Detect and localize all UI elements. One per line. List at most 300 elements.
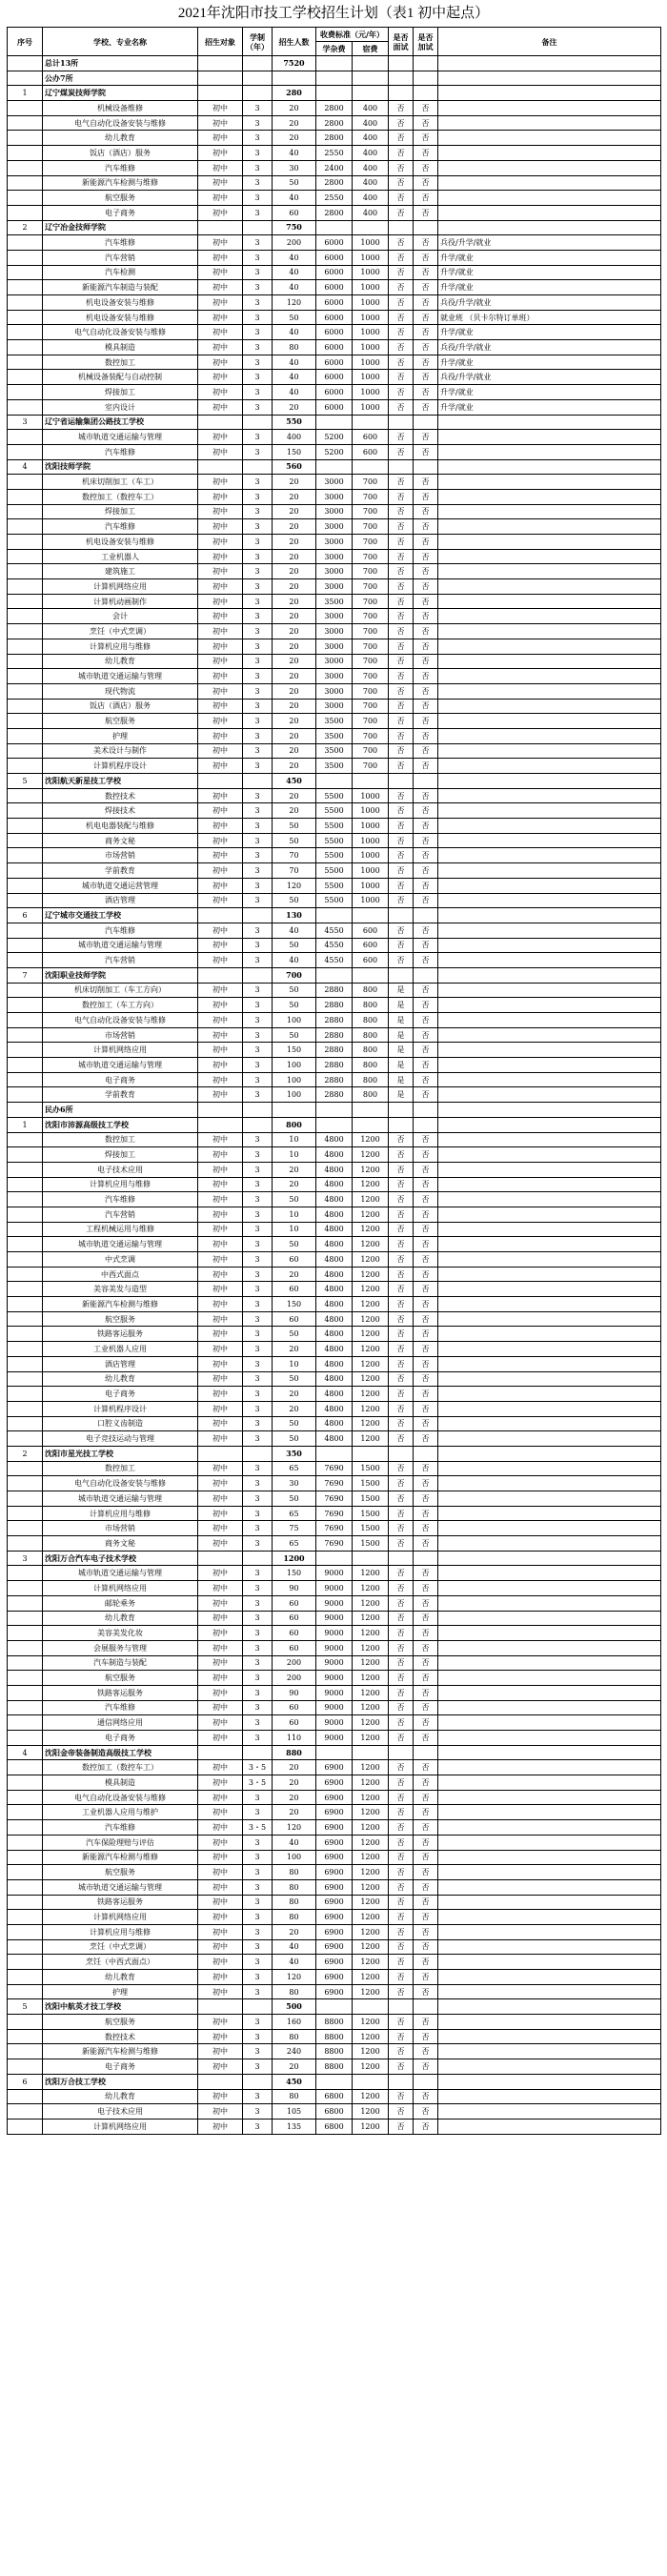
cell-no <box>8 819 43 834</box>
cell-count: 50 <box>273 1416 316 1431</box>
cell-no <box>8 743 43 759</box>
cell-no <box>8 1476 43 1491</box>
cell-name: 沈阳航天新星技工学校 <box>43 774 198 789</box>
cell-no <box>8 205 43 220</box>
cell-fee-lodging: 700 <box>353 759 389 774</box>
cell-no <box>8 1879 43 1895</box>
cell-target: 初中 <box>198 101 243 116</box>
cell-fee-lodging: 1500 <box>353 1521 389 1536</box>
cell-remark: 升学/就业 <box>438 385 661 400</box>
cell-exam: 否 <box>414 683 438 699</box>
table-row <box>8 430 661 445</box>
table-row <box>8 1820 661 1836</box>
cell-remark <box>438 220 661 235</box>
cell-remark <box>438 71 661 86</box>
cell-years: 3 <box>243 1939 273 1955</box>
cell-name: 沈阳技师学院 <box>43 459 198 475</box>
cell-interview <box>389 459 414 475</box>
cell-years: 3 <box>243 310 273 325</box>
cell-remark <box>438 1551 661 1566</box>
cell-interview: 是 <box>389 998 414 1013</box>
cell-count: 40 <box>273 265 316 280</box>
table-row <box>8 146 661 161</box>
cell-fee-lodging: 1200 <box>353 2015 389 2030</box>
cell-interview: 否 <box>389 1970 414 1985</box>
cell-years: 3 <box>243 728 273 743</box>
cell-fee-tuition: 4800 <box>316 1207 353 1222</box>
cell-interview: 否 <box>389 609 414 624</box>
cell-target: 初中 <box>198 175 243 191</box>
cell-name: 工业机器人应用 <box>43 1342 198 1357</box>
header-years: 学制（年） <box>243 28 273 56</box>
table-row <box>8 1461 661 1476</box>
cell-name: 电子竞技运动与管理 <box>43 1431 198 1447</box>
cell-fee-tuition: 4800 <box>316 1401 353 1416</box>
cell-fee-lodging: 700 <box>353 624 389 639</box>
cell-interview: 否 <box>389 1342 414 1357</box>
cell-fee-tuition: 6000 <box>316 340 353 355</box>
cell-count: 80 <box>273 1895 316 1910</box>
cell-count: 65 <box>273 1461 316 1476</box>
cell-remark <box>438 1461 661 1476</box>
header-interview: 是否面试 <box>389 28 414 56</box>
cell-remark <box>438 2059 661 2075</box>
cell-no <box>8 1685 43 1700</box>
cell-interview: 否 <box>389 1431 414 1447</box>
cell-target: 初中 <box>198 938 243 953</box>
cell-years: 3 <box>243 639 273 654</box>
cell-no <box>8 1939 43 1955</box>
table-row <box>8 1237 661 1252</box>
cell-exam: 否 <box>414 654 438 669</box>
cell-name: 汽车保险理赔与评估 <box>43 1835 198 1850</box>
cell-interview: 否 <box>389 1356 414 1371</box>
cell-fee-lodging <box>353 56 389 71</box>
cell-name: 电气自动化设备安装与维修 <box>43 1476 198 1491</box>
cell-fee-lodging: 400 <box>353 191 389 206</box>
cell-interview: 否 <box>389 1955 414 1970</box>
cell-exam: 否 <box>414 1342 438 1357</box>
header-exam: 是否加试 <box>414 28 438 56</box>
cell-exam: 否 <box>414 475 438 490</box>
cell-target: 初中 <box>198 1566 243 1581</box>
cell-fee-tuition: 4800 <box>316 1147 353 1163</box>
cell-interview: 否 <box>389 579 414 595</box>
cell-no <box>8 863 43 879</box>
cell-name: 电子商务 <box>43 2059 198 2075</box>
cell-name: 新能源汽车检测与维修 <box>43 1297 198 1312</box>
cell-years <box>243 774 273 789</box>
cell-years: 3 <box>243 1207 273 1222</box>
cell-exam: 否 <box>414 1865 438 1880</box>
cell-fee-tuition: 9000 <box>316 1731 353 1746</box>
cell-name: 电子技术应用 <box>43 1162 198 1177</box>
table-row <box>8 115 661 131</box>
cell-fee-tuition: 4800 <box>316 1222 353 1237</box>
cell-fee-lodging: 1000 <box>353 340 389 355</box>
header-major: 学校、专业名称 <box>43 28 198 56</box>
school-row <box>8 774 661 789</box>
cell-fee-lodging: 1000 <box>353 295 389 311</box>
cell-fee-tuition: 4800 <box>316 1237 353 1252</box>
cell-name: 铁路客运服务 <box>43 1895 198 1910</box>
cell-interview: 否 <box>389 953 414 968</box>
table-row <box>8 1715 661 1731</box>
cell-interview: 否 <box>389 504 414 519</box>
cell-exam: 否 <box>414 191 438 206</box>
cell-exam: 否 <box>414 1879 438 1895</box>
cell-name: 中西式面点 <box>43 1267 198 1282</box>
cell-fee-lodging: 1200 <box>353 1879 389 1895</box>
table-row <box>8 609 661 624</box>
cell-remark <box>438 1999 661 2015</box>
cell-name: 饭店（酒店）服务 <box>43 699 198 714</box>
cell-target: 初中 <box>198 1162 243 1177</box>
cell-target: 初中 <box>198 803 243 819</box>
cell-target: 初中 <box>198 1865 243 1880</box>
cell-no <box>8 475 43 490</box>
cell-name: 辽宁煤炭技师学院 <box>43 86 198 101</box>
cell-fee-lodging: 1200 <box>353 1984 389 1999</box>
cell-years: 3 <box>243 101 273 116</box>
table-row <box>8 519 661 535</box>
cell-fee-tuition: 4800 <box>316 1416 353 1431</box>
cell-remark <box>438 56 661 71</box>
table-row <box>8 1626 661 1641</box>
cell-interview: 否 <box>389 833 414 848</box>
cell-interview: 否 <box>389 535 414 550</box>
cell-exam: 否 <box>414 1087 438 1103</box>
cell-name: 酒店管理 <box>43 893 198 908</box>
cell-fee-lodging: 700 <box>353 549 389 564</box>
cell-fee-tuition: 6000 <box>316 235 353 251</box>
cell-fee-tuition: 9000 <box>316 1640 353 1655</box>
cell-years: 3 <box>243 863 273 879</box>
cell-count: 40 <box>273 923 316 938</box>
cell-no <box>8 1371 43 1387</box>
cell-fee-lodging: 1000 <box>353 250 389 265</box>
cell-years: 3 <box>243 489 273 504</box>
cell-exam: 否 <box>414 2119 438 2134</box>
table-row <box>8 1671 661 1686</box>
cell-fee-lodging: 1200 <box>353 1835 389 1850</box>
table-row <box>8 2089 661 2104</box>
table-row <box>8 295 661 311</box>
cell-fee-lodging <box>353 1551 389 1566</box>
cell-name: 数控加工 <box>43 355 198 370</box>
cell-target: 初中 <box>198 639 243 654</box>
cell-interview <box>389 1999 414 2015</box>
cell-fee-tuition <box>316 220 353 235</box>
cell-remark <box>438 967 661 983</box>
table-row <box>8 1132 661 1147</box>
cell-name: 幼儿教育 <box>43 1371 198 1387</box>
cell-target: 初中 <box>198 370 243 385</box>
cell-name: 数控加工 <box>43 1461 198 1476</box>
cell-target: 初中 <box>198 564 243 579</box>
cell-target: 初中 <box>198 1506 243 1521</box>
cell-count: 20 <box>273 519 316 535</box>
cell-no <box>8 1387 43 1402</box>
cell-count: 120 <box>273 878 316 893</box>
cell-interview: 否 <box>389 1850 414 1865</box>
cell-fee-tuition <box>316 459 353 475</box>
cell-fee-tuition: 7690 <box>316 1476 353 1491</box>
cell-fee-lodging: 1200 <box>353 1177 389 1192</box>
cell-count: 400 <box>273 430 316 445</box>
cell-fee-tuition <box>316 1446 353 1461</box>
cell-count: 40 <box>273 385 316 400</box>
table-row <box>8 325 661 340</box>
cell-fee-lodging: 700 <box>353 594 389 609</box>
cell-interview: 否 <box>389 1984 414 1999</box>
cell-exam: 否 <box>414 564 438 579</box>
cell-exam: 否 <box>414 101 438 116</box>
cell-no: 5 <box>8 774 43 789</box>
cell-no <box>8 1043 43 1058</box>
cell-fee-tuition: 4800 <box>316 1371 353 1387</box>
cell-no <box>8 340 43 355</box>
cell-fee-lodging: 700 <box>353 669 389 684</box>
cell-interview: 否 <box>389 1805 414 1820</box>
cell-years: 3 <box>243 250 273 265</box>
cell-name: 焊接加工 <box>43 1147 198 1163</box>
cell-fee-tuition: 4550 <box>316 938 353 953</box>
cell-fee-tuition: 5500 <box>316 819 353 834</box>
cell-years: 3 <box>243 325 273 340</box>
cell-count: 20 <box>273 1401 316 1416</box>
cell-years: 3 <box>243 1984 273 1999</box>
cell-target: 初中 <box>198 1805 243 1820</box>
school-row <box>8 86 661 101</box>
cell-no <box>8 1955 43 1970</box>
cell-remark <box>438 1282 661 1297</box>
cell-fee-tuition: 6900 <box>316 1895 353 1910</box>
cell-target <box>198 1999 243 2015</box>
cell-remark: 升学/就业 <box>438 355 661 370</box>
cell-count: 50 <box>273 819 316 834</box>
cell-no <box>8 669 43 684</box>
cell-fee-tuition: 2550 <box>316 191 353 206</box>
cell-fee-tuition: 6900 <box>316 1835 353 1850</box>
cell-fee-tuition <box>316 71 353 86</box>
cell-fee-lodging: 700 <box>353 579 389 595</box>
cell-count: 50 <box>273 1431 316 1447</box>
cell-remark <box>438 669 661 684</box>
cell-fee-tuition: 2800 <box>316 131 353 146</box>
cell-interview: 否 <box>389 788 414 803</box>
cell-interview: 否 <box>389 1177 414 1192</box>
cell-exam <box>414 1745 438 1760</box>
cell-fee-tuition: 3000 <box>316 639 353 654</box>
cell-no <box>8 1731 43 1746</box>
cell-years: 3 <box>243 340 273 355</box>
school-row <box>8 220 661 235</box>
cell-years: 3 <box>243 430 273 445</box>
cell-count: 40 <box>273 1835 316 1850</box>
cell-no <box>8 535 43 550</box>
cell-fee-tuition: 3000 <box>316 475 353 490</box>
cell-count: 20 <box>273 699 316 714</box>
cell-fee-lodging: 700 <box>353 639 389 654</box>
table-row <box>8 535 661 550</box>
table-row <box>8 1506 661 1521</box>
cell-fee-tuition: 6900 <box>316 1910 353 1925</box>
cell-no <box>8 250 43 265</box>
cell-interview: 否 <box>389 1835 414 1850</box>
cell-fee-lodging: 1000 <box>353 833 389 848</box>
cell-fee-tuition: 4800 <box>316 1252 353 1268</box>
enrollment-table <box>7 27 661 2135</box>
table-row <box>8 579 661 595</box>
cell-fee-lodging: 1500 <box>353 1536 389 1552</box>
cell-fee-tuition: 2880 <box>316 1087 353 1103</box>
cell-years <box>243 967 273 983</box>
cell-count: 350 <box>273 1446 316 1461</box>
table-row <box>8 265 661 280</box>
cell-count: 60 <box>273 1611 316 1626</box>
cell-no <box>8 280 43 295</box>
cell-remark <box>438 1132 661 1147</box>
cell-years: 3 <box>243 535 273 550</box>
cell-years: 3 <box>243 1685 273 1700</box>
cell-no <box>8 1058 43 1073</box>
cell-no <box>8 101 43 116</box>
cell-fee-tuition: 2880 <box>316 1072 353 1087</box>
cell-fee-tuition: 3000 <box>316 535 353 550</box>
cell-no <box>8 1506 43 1521</box>
cell-count: 130 <box>273 908 316 923</box>
cell-target: 初中 <box>198 1700 243 1715</box>
table-row <box>8 1879 661 1895</box>
cell-fee-tuition: 6900 <box>316 1865 353 1880</box>
cell-target: 初中 <box>198 788 243 803</box>
cell-years: 3 <box>243 1924 273 1939</box>
cell-exam: 否 <box>414 1760 438 1775</box>
cell-fee-tuition <box>316 1999 353 2015</box>
cell-interview: 否 <box>389 1222 414 1237</box>
cell-years: 3 <box>243 1476 273 1491</box>
cell-exam: 否 <box>414 1013 438 1028</box>
cell-count: 20 <box>273 743 316 759</box>
table-row <box>8 1342 661 1357</box>
summary-row <box>8 1103 661 1118</box>
cell-exam: 否 <box>414 1162 438 1177</box>
cell-interview: 否 <box>389 2059 414 2075</box>
cell-interview: 否 <box>389 295 414 311</box>
cell-remark <box>438 998 661 1013</box>
cell-no <box>8 714 43 729</box>
cell-interview <box>389 2074 414 2089</box>
cell-years: 3 <box>243 265 273 280</box>
cell-remark <box>438 1401 661 1416</box>
cell-interview: 否 <box>389 1267 414 1282</box>
cell-years: 3 <box>243 2029 273 2044</box>
cell-name: 数控技术 <box>43 2029 198 2044</box>
cell-exam: 否 <box>414 535 438 550</box>
cell-remark <box>438 953 661 968</box>
cell-count: 50 <box>273 1237 316 1252</box>
cell-count: 10 <box>273 1356 316 1371</box>
cell-no <box>8 160 43 175</box>
table-body <box>8 56 661 2135</box>
cell-fee-lodging: 1000 <box>353 878 389 893</box>
cell-fee-lodging: 1000 <box>353 370 389 385</box>
cell-fee-tuition: 5500 <box>316 803 353 819</box>
cell-no <box>8 549 43 564</box>
cell-no <box>8 115 43 131</box>
cell-interview: 否 <box>389 1595 414 1611</box>
cell-count: 20 <box>273 489 316 504</box>
table-row <box>8 280 661 295</box>
cell-fee-tuition: 6900 <box>316 1850 353 1865</box>
cell-fee-lodging: 1500 <box>353 1506 389 1521</box>
cell-exam: 否 <box>414 1311 438 1327</box>
cell-exam: 否 <box>414 131 438 146</box>
cell-fee-tuition: 4800 <box>316 1327 353 1342</box>
cell-exam: 否 <box>414 250 438 265</box>
cell-target: 初中 <box>198 998 243 1013</box>
cell-fee-lodging: 700 <box>353 714 389 729</box>
cell-interview <box>389 56 414 71</box>
cell-remark <box>438 459 661 475</box>
cell-count: 20 <box>273 1267 316 1282</box>
cell-count: 150 <box>273 1297 316 1312</box>
cell-no <box>8 1805 43 1820</box>
cell-remark <box>438 1745 661 1760</box>
cell-target <box>198 459 243 475</box>
cell-count: 80 <box>273 2089 316 2104</box>
cell-no: 2 <box>8 1446 43 1461</box>
cell-exam <box>414 908 438 923</box>
cell-years: 3 <box>243 1640 273 1655</box>
table-row <box>8 340 661 355</box>
table-row <box>8 1970 661 1985</box>
cell-no <box>8 878 43 893</box>
cell-count: 60 <box>273 1640 316 1655</box>
cell-exam: 否 <box>414 1401 438 1416</box>
cell-remark <box>438 1760 661 1775</box>
cell-count: 20 <box>273 609 316 624</box>
cell-years: 3 <box>243 1043 273 1058</box>
cell-fee-tuition: 9000 <box>316 1685 353 1700</box>
cell-remark <box>438 1103 661 1118</box>
cell-years <box>243 1117 273 1132</box>
cell-years: 3 <box>243 803 273 819</box>
cell-remark <box>438 564 661 579</box>
cell-remark <box>438 2029 661 2044</box>
cell-target: 初中 <box>198 1297 243 1312</box>
cell-target: 初中 <box>198 1058 243 1073</box>
cell-exam: 否 <box>414 819 438 834</box>
cell-name: 沈阳万合技工学校 <box>43 2074 198 2089</box>
cell-count: 105 <box>273 2104 316 2120</box>
cell-interview: 是 <box>389 1043 414 1058</box>
cell-years: 3 <box>243 624 273 639</box>
cell-no <box>8 504 43 519</box>
cell-count: 80 <box>273 1879 316 1895</box>
cell-fee-lodging: 1200 <box>353 1416 389 1431</box>
cell-count: 20 <box>273 535 316 550</box>
cell-count: 70 <box>273 848 316 863</box>
cell-remark <box>438 444 661 459</box>
cell-no <box>8 2104 43 2120</box>
cell-interview: 否 <box>389 1192 414 1207</box>
cell-fee-lodging: 1200 <box>353 1865 389 1880</box>
cell-no <box>8 594 43 609</box>
cell-name: 数控加工（车工方向） <box>43 998 198 1013</box>
cell-exam: 否 <box>414 1043 438 1058</box>
